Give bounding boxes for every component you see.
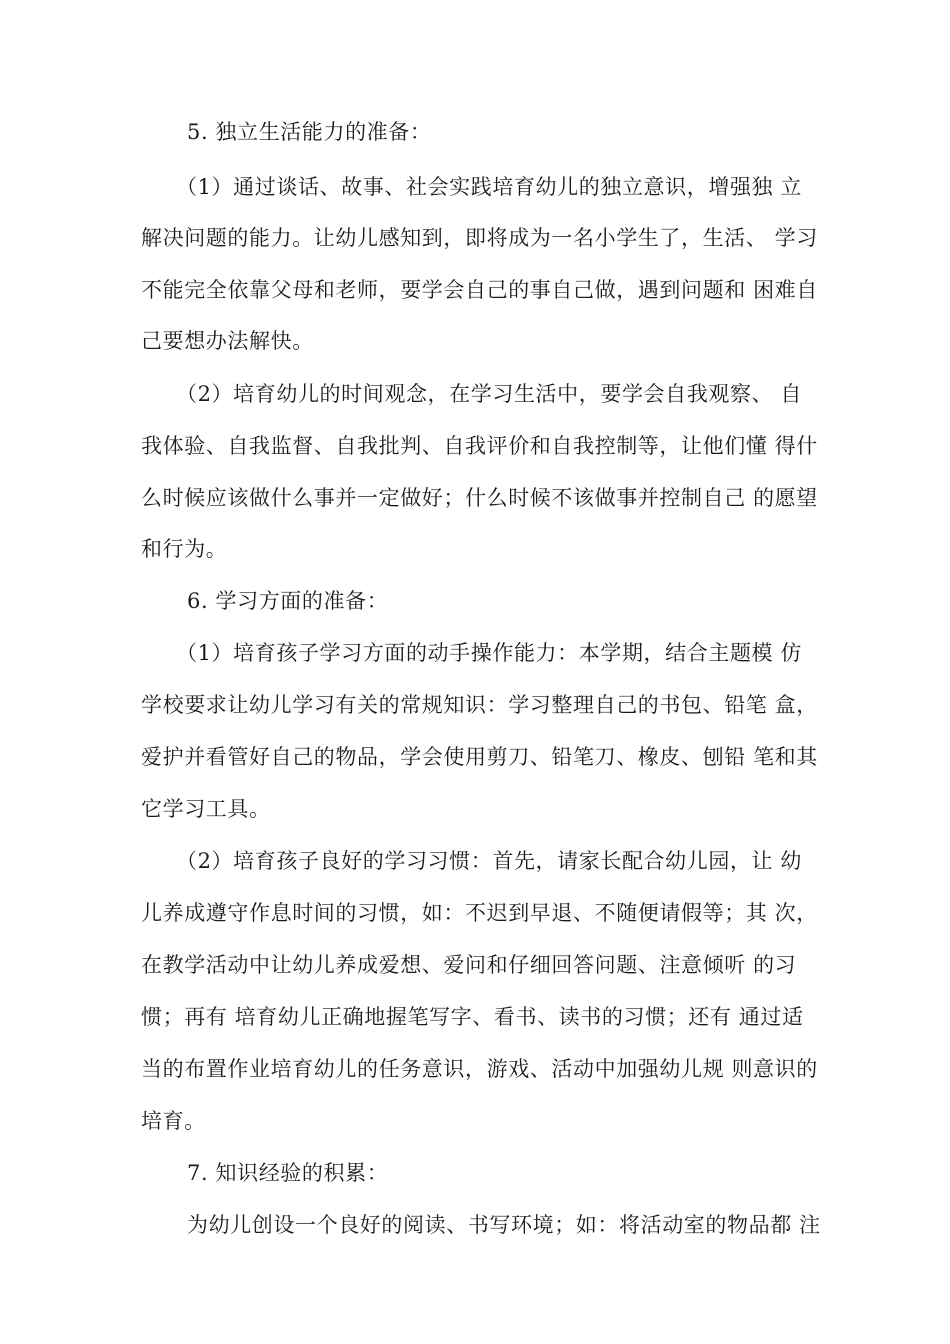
paragraph-line: 学校要求让幼儿学习有关的常规知识：学习整理自己的书包、铅笔 盒， [141, 693, 818, 717]
paragraph-line: 我体验、自我监督、自我批判、自我评价和自我控制等，让他们懂 得什 [141, 434, 818, 458]
paragraph-line: （1）培育孩子学习方面的动手操作能力：本学期，结合主题模 仿 [176, 641, 803, 665]
paragraph-line: 解决问题的能力。让幼儿感知到，即将成为一名小学生了，生活、 学习 [141, 226, 818, 250]
paragraph-line: 和行为。 [141, 537, 228, 561]
paragraph-line: 在教学活动中让幼儿养成爱想、爱问和仔细回答问题、注意倾听 的习 [141, 953, 797, 977]
paragraph-line: 惯；再有 培育幼儿正确地握笔写字、看书、读书的习惯；还有 通过适 [141, 1005, 804, 1029]
section-5-heading: 5. 独立生活能力的准备： [187, 120, 432, 144]
paragraph-line: 为幼儿创设一个良好的阅读、书写环境；如：将活动室的物品都 注 [187, 1213, 821, 1237]
paragraph-line: 它学习工具。 [141, 797, 271, 821]
paragraph-line: 己要想办法解快。 [141, 329, 314, 353]
paragraph-line: 培育。 [141, 1109, 206, 1133]
paragraph-line: 当的布置作业培育幼儿的任务意识，游戏、活动中加强幼儿规 则意识的 [141, 1057, 818, 1081]
paragraph-line: 么时候应该做什么事并一定做好；什么时候不该做事并控制自己 的愿望 [141, 486, 818, 510]
paragraph-line: 爱护并看管好自己的物品，学会使用剪刀、铅笔刀、橡皮、刨铅 笔和其 [141, 745, 818, 769]
paragraph-line: （1）通过谈话、故事、社会实践培育幼儿的独立意识，增强独 立 [176, 175, 803, 199]
paragraph-line: （2）培育幼儿的时间观念，在学习生活中，要学会自我观察、 自 [176, 382, 803, 406]
paragraph-line: （2）培育孩子良好的学习习惯：首先，请家长配合幼儿园，让 幼 [176, 849, 803, 873]
paragraph-line: 儿养成遵守作息时间的习惯，如：不迟到早退、不随便请假等；其 次， [141, 901, 818, 925]
section-7-heading: 7. 知识经验的积累： [187, 1161, 389, 1185]
paragraph-line: 不能完全依靠父母和老师，要学会自己的事自己做，遇到问题和 困难自 [141, 278, 818, 302]
section-6-heading: 6. 学习方面的准备： [187, 589, 389, 613]
